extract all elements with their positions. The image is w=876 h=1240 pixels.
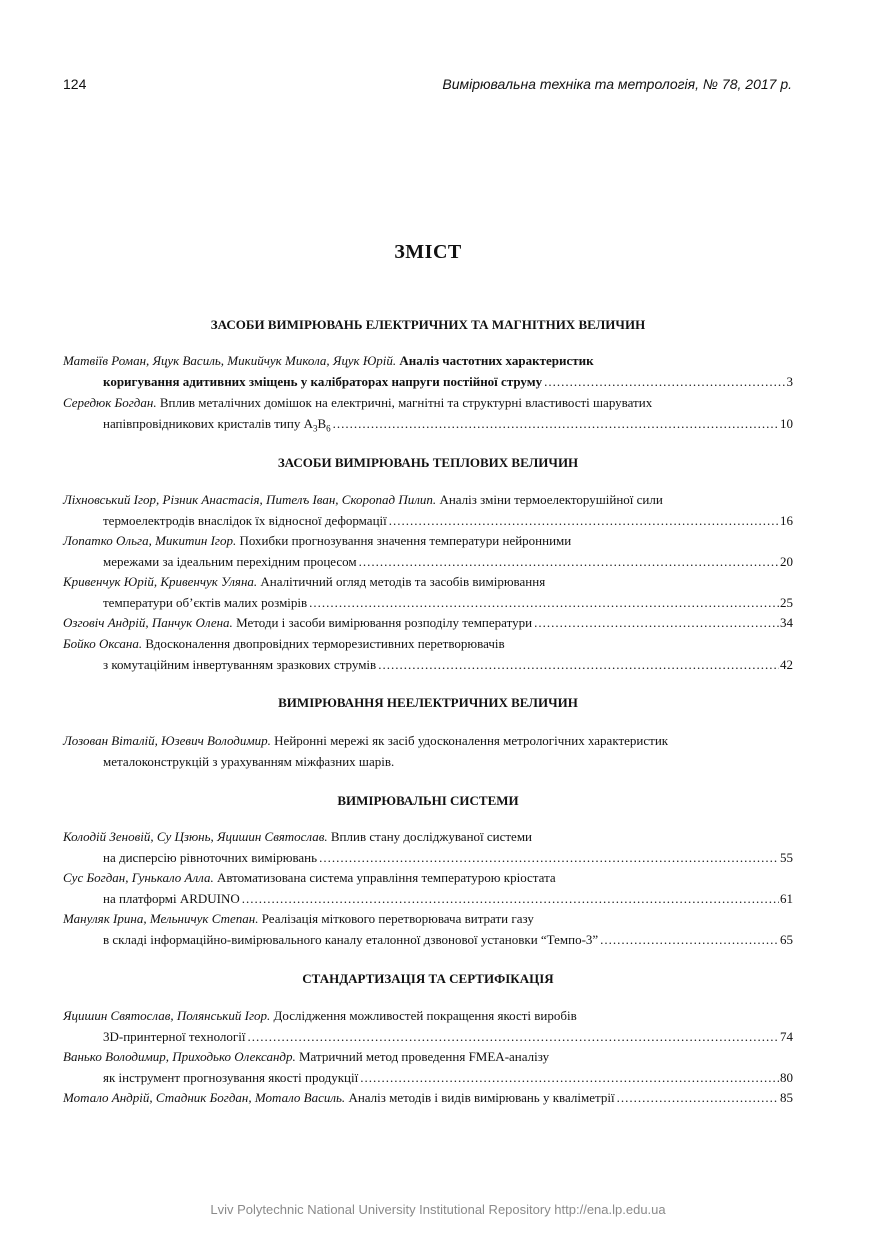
section-heading: ЗАСОБИ ВИМІРЮВАНЬ ЕЛЕКТРИЧНИХ ТА МАГНІТНИХ ВЕЛИЧИН <box>210 317 646 332</box>
entry-page: 25 <box>780 595 793 610</box>
entry-title: Аналіз зміни термоелекторушійної сили <box>439 492 663 507</box>
leader-dots <box>617 1087 779 1108</box>
entry-authors: Лопатко Ольга, Микитин Ігор. <box>63 533 237 548</box>
entry-authors: Бойко Оксана. <box>63 636 143 651</box>
leader-dots <box>309 592 779 613</box>
entry-authors: Середюк Богдан. <box>63 395 157 410</box>
entry-authors: Ліхновський Ігор, Різник Анастасія, Пителъ Іван, Скоропад Пилип. <box>63 492 437 507</box>
entry-authors: Колодій Зеновій, Су Цзюнь, Яцишин Святослав. <box>63 829 328 844</box>
entry-title: Методи і засоби вимірювання розподілу температури <box>236 615 533 630</box>
leader-dots <box>333 413 779 434</box>
entry-title-cont: напівпровідникових кристалів типу $A_3B_6$ <box>103 416 331 434</box>
entry-title-cont: з комутаційним інвертуванням зразкових струмів <box>103 657 377 672</box>
entry-title-cont: металоконструкцій з урахуванням міжфазних шарів. <box>103 754 395 769</box>
toc-entry[interactable] <box>63 908 793 950</box>
leader-dots <box>534 612 779 633</box>
toc-entry[interactable] <box>63 530 793 572</box>
entry-title: Аналіз методів і видів вимірювань у кваліметрії <box>348 1090 615 1105</box>
entry-authors: Матвіїв Роман, Яцук Василь, Микийчук Микола, Яцук Юрій. <box>63 353 397 368</box>
entry-page: 20 <box>780 554 793 569</box>
entry-authors: Мануляк Ірина, Мельничук Степан. <box>63 911 259 926</box>
toc-entry[interactable] <box>63 392 793 440</box>
entry-title: Похибки прогнозування значення температури нейронними <box>239 533 572 548</box>
leader-dots <box>319 847 779 868</box>
entry-page: 85 <box>780 1090 793 1105</box>
entry-title-cont: коригування адитивних зміщень у калібраторах напруги постійної струму <box>103 374 543 389</box>
repository-footer: Lviv Polytechnic National University Institutional Repository http://ena.lp.edu.ua <box>210 1202 666 1217</box>
entry-page: 34 <box>780 615 793 630</box>
toc-entry[interactable] <box>63 571 793 613</box>
toc-entry[interactable] <box>63 1005 793 1047</box>
entry-page: 65 <box>780 932 793 947</box>
entry-title: Нейронні мережі як засіб удосконалення метрологічних характеристик <box>274 733 669 748</box>
leader-dots <box>389 510 779 531</box>
entry-title: Автоматизована система управління температурою кріостата <box>216 870 556 885</box>
entry-page: 55 <box>780 850 793 865</box>
section-heading: ЗАСОБИ ВИМІРЮВАНЬ ТЕПЛОВИХ ВЕЛИЧИН <box>277 455 579 470</box>
page-title: ЗМІСТ <box>394 241 462 263</box>
leader-dots <box>247 1026 779 1047</box>
entry-page: 42 <box>780 657 793 672</box>
entry-authors: Озговіч Андрій, Панчук Олена. <box>63 615 233 630</box>
entry-authors: Яцишин Святослав, Полянський Ігор. <box>63 1008 271 1023</box>
entry-title-cont: 3D-принтерної технології <box>103 1029 246 1044</box>
entry-title: Вдосконалення двопровідних терморезистивних перетворювачів <box>145 636 505 651</box>
entry-title: Дослідження можливостей покращення якості виробів <box>273 1008 577 1023</box>
entry-page: 61 <box>780 891 793 906</box>
entry-title-cont: на дисперсію рівноточних вимірювань <box>103 850 318 865</box>
toc-entry[interactable] <box>63 826 793 868</box>
toc-entry[interactable] <box>63 489 793 531</box>
entry-page: 80 <box>780 1070 793 1085</box>
toc-entry[interactable] <box>63 867 793 909</box>
entry-title: Реалізація міткового перетворювача витрати газу <box>261 911 534 926</box>
entry-authors: Сус Богдан, Гунькало Алла. <box>63 870 214 885</box>
entry-authors: Кривенчук Юрій, Кривенчук Уляна. <box>63 574 258 589</box>
toc-entry[interactable] <box>63 612 793 633</box>
entry-title-cont: температури об’єктів малих розмірів <box>103 595 308 610</box>
section-heading: ВИМІРЮВАЛЬНІ СИСТЕМИ <box>337 793 519 808</box>
entry-authors: Лозован Віталій, Юзевич Володимир. <box>63 733 271 748</box>
leader-dots <box>600 929 779 950</box>
toc-entry[interactable] <box>63 633 793 675</box>
entry-title: Вплив стану досліджуваної системи <box>330 829 533 844</box>
toc-entry[interactable] <box>63 350 793 392</box>
entry-title: Аналіз частотних характеристик <box>399 353 594 368</box>
toc-entry[interactable] <box>63 1087 793 1108</box>
section-heading: СТАНДАРТИЗАЦІЯ ТА СЕРТИФІКАЦІЯ <box>302 971 554 986</box>
journal-title: Вимірювальна техніка та метрологія, № 78, 2017 р. <box>442 76 792 92</box>
entry-title-cont: як інструмент прогнозування якості продукції <box>103 1070 359 1085</box>
leader-dots <box>544 371 785 392</box>
leader-dots <box>242 888 779 909</box>
entry-title: Матричний метод проведення FMEA-аналізу <box>298 1049 550 1064</box>
entry-page: 10 <box>780 416 793 431</box>
entry-page: 3 <box>786 374 793 389</box>
entry-title-cont: в складі інформаційно-вимірювального каналу еталонної дзвонової установки “Темпо-3” <box>103 932 599 947</box>
entry-title-cont: мережами за ідеальним перехідним процесом <box>103 554 357 569</box>
leader-dots <box>378 654 779 675</box>
entry-title-cont: термоелектродів внаслідок їх відносної деформації <box>103 513 387 528</box>
leader-dots <box>359 551 779 572</box>
toc-entry[interactable] <box>63 730 793 772</box>
entry-title-cont: на платформі ARDUINO <box>103 891 240 906</box>
toc-entry[interactable] <box>63 1046 793 1088</box>
page-number: 124 <box>63 76 87 92</box>
entry-authors: Ванько Володимир, Приходько Олександр. <box>63 1049 296 1064</box>
leader-dots <box>360 1067 779 1088</box>
section-heading: ВИМІРЮВАННЯ НЕЕЛЕКТРИЧНИХ ВЕЛИЧИН <box>278 695 578 710</box>
entry-authors: Мотало Андрій, Стадник Богдан, Мотало Василь. <box>63 1090 346 1105</box>
entry-page: 16 <box>780 513 793 528</box>
entry-title: Аналітичний огляд методів та засобів вимірювання <box>260 574 546 589</box>
entry-page: 74 <box>780 1029 793 1044</box>
entry-title: Вплив металічних домішок на електричні, магнітні та структурні властивості шаруватих <box>159 395 653 410</box>
